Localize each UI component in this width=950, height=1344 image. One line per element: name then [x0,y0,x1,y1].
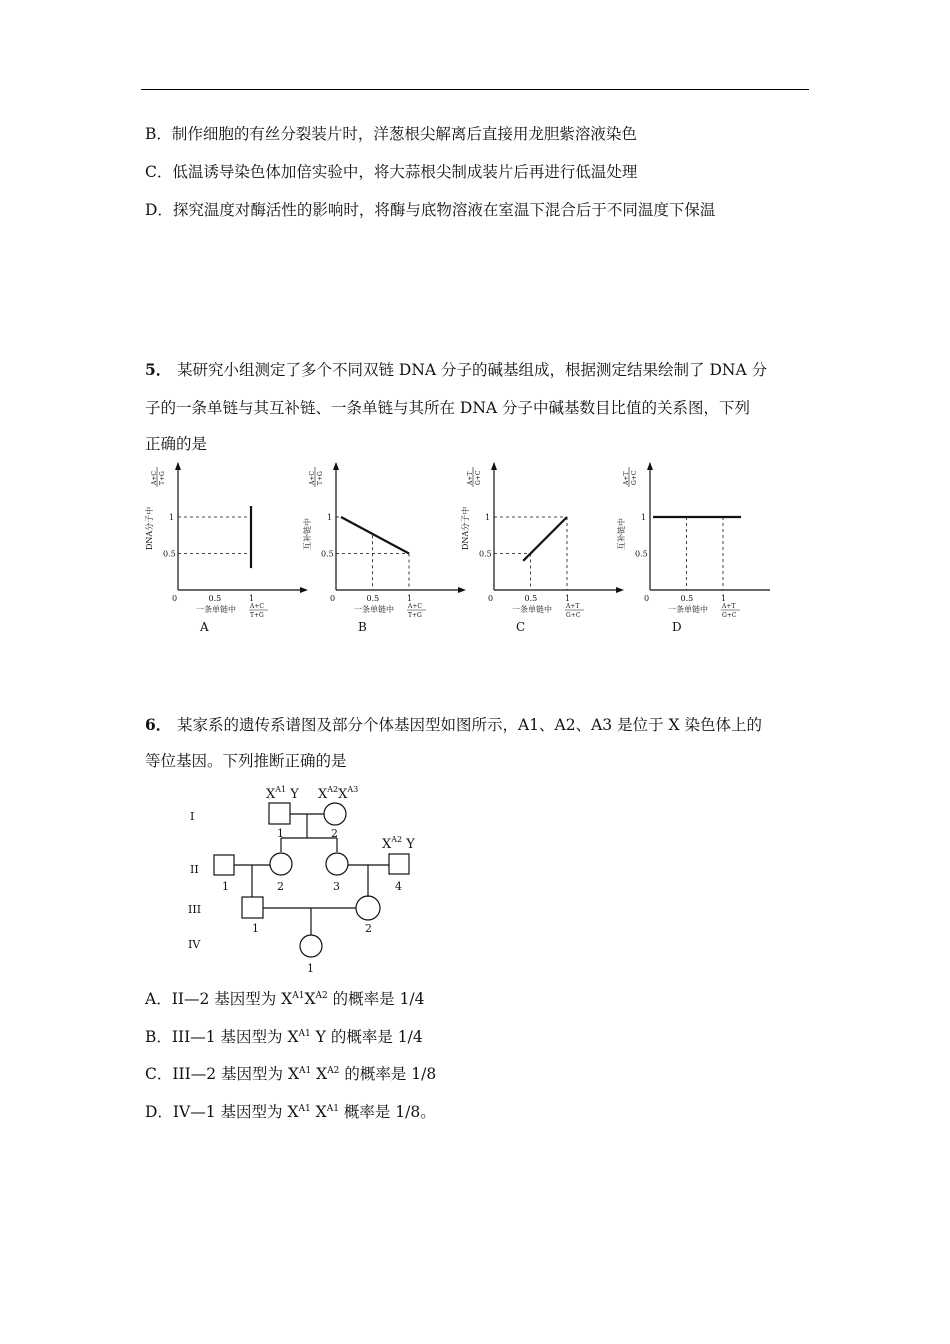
chart-a-x-arrow [300,587,308,593]
chart-d-xtick-0: 0 [644,594,650,603]
q6-option-a: A．II—2 基因型为 $X^{A1}X^{A2}$ 的概率是 1/4 [145,990,425,1008]
id-II3: 3 [333,880,340,893]
chart-c-yfrac-bot: G+C [475,470,482,485]
id-II1: 1 [222,880,229,893]
chart-b-ytick-05: 0.5 [321,549,334,559]
chart-b-series-line [341,517,409,554]
id-III2: 2 [365,922,372,935]
chart-c-xlabel: 一条单链中 [512,605,552,614]
q5-stem-text-1: 某研究小组测定了多个不同双链 DNA 分子的碱基组成，根据测定结果绘制了 DNA 分 [177,361,768,379]
gen-label-ii: II [190,863,199,876]
q6-number: 6． [145,715,172,734]
pedigree-I2-female [324,803,346,825]
q5-number: 5． [145,360,172,379]
chart-d-ylabel: 互补链中 [617,518,626,550]
chart-b-xfrac-bot: T+G [408,612,422,619]
chart-a-panel-label: A [200,620,209,634]
chart-b-xtick-0: 0 [330,594,336,603]
id-I2: 2 [331,827,338,840]
chart-c-xtick-1: 1 [565,594,571,603]
pedigree-II3-female [326,853,348,875]
chart-d-xtick-05: 0.5 [680,594,694,603]
chart-a-xtick-1: 1 [249,594,255,603]
chart-c-xfrac-bot: G+C [566,612,581,619]
chart-b-yfrac-bot: T+G [317,471,324,485]
chart-d-y-arrow [647,462,653,470]
chart-a-ylabel: DNA分子中 [145,506,154,550]
chart-b-xtick-1: 1 [407,594,413,603]
chart-c-yfrac-top: A+T [467,471,474,485]
chart-d-yfrac-top: A+T [623,471,630,485]
chart-a-xlabel: 一条单链中 [196,605,236,614]
pedigree-III1-male [242,897,263,918]
q6-stem-text-1: 某家系的遗传系谱图及部分个体基因型如图所示，A1、A2、A3 是位于 X 染色体上的 [177,716,762,734]
pedigree-II1-male [214,855,234,875]
chart-c-ytick-1: 1 [485,513,491,522]
q6-option-d: D．IV—1 基因型为 $X^{A1}$ $X^{A1}$ 概率是 1/8。 [145,1103,436,1121]
pedigree-II2-female [270,853,292,875]
chart-d-xfrac-bot: G+C [722,612,737,619]
chart-d-ytick-05: 0.5 [635,549,648,559]
q6-stem-line-2: 等位基因。下列推断正确的是 [145,752,347,770]
pedigree-III2-female [356,896,380,920]
genotype-II4: $X^{A2}$ Y [382,835,415,852]
prev-option-c: C．低温诱导染色体加倍实验中，将大蒜根尖制成装片后再进行低温处理 [145,163,638,181]
chart-c-x-arrow [616,587,624,593]
q6-option-b: B．III—1 基因型为 $X^{A1}$ Y 的概率是 1/4 [145,1028,423,1046]
q5-stem-line-3: 正确的是 [145,435,208,453]
chart-b-yfrac-top: A+C [309,471,316,485]
chart-b-ylabel: 互补链中 [303,518,312,550]
genotype-I2: $X^{A2}X^{A3}$ [318,785,359,802]
id-II2: 2 [277,880,284,893]
chart-a-xtick-05: 0.5 [208,594,222,603]
chart-c-panel-label: C [516,620,526,634]
gen-label-i: I [190,810,195,823]
q6-option-c: C．III—2 基因型为 $X^{A1}$ $X^{A2}$ 的概率是 1/8 [145,1065,437,1083]
chart-b-xfrac-top: A+C [408,603,422,610]
chart-c-xtick-05: 0.5 [524,594,538,603]
chart-a-ytick-1: 1 [169,513,175,522]
chart-d-panel-label: D [672,620,682,634]
chart-c-xtick-0: 0 [488,594,494,603]
gen-label-iii: III [188,903,202,916]
chart-b-y-arrow [333,462,339,470]
chart-b-xtick-05: 0.5 [366,594,380,603]
id-II4: 4 [395,880,402,893]
chart-c-xfrac-top: A+T [566,603,580,610]
id-III1: 1 [252,922,259,935]
pedigree-IV1-female [300,935,322,957]
chart-d-ytick-1: 1 [641,513,647,522]
chart-d-xtick-1: 1 [721,594,727,603]
chart-a-xfrac-top: A+C [250,603,264,610]
chart-a-y-arrow [175,462,181,470]
id-I1: 1 [277,827,284,840]
prev-option-d: D．探究温度对酶活性的影响时，将酶与底物溶液在室温下混合后于不同温度下保温 [145,201,716,219]
chart-b-ytick-1: 1 [327,513,333,522]
pedigree-II4-male [389,854,409,874]
chart-a-xtick-0: 0 [172,594,178,603]
prev-option-b: B．制作细胞的有丝分裂装片时，洋葱根尖解离后直接用龙胆紫溶液染色 [145,125,637,143]
header-rule [141,89,809,90]
pedigree-chart [180,780,430,980]
q5-stem-line-1 [145,360,767,380]
chart-d-yfrac-bot: G+C [631,470,638,485]
chart-d-xfrac-top: A+T [722,603,736,610]
chart-a-yfrac-top: A+C [151,471,158,485]
chart-b-x-arrow [458,587,466,593]
pedigree-I1-male [269,803,290,824]
id-IV1: 1 [307,962,314,975]
q5-charts [140,455,770,645]
q5-stem-line-2: 子的一条单链与其互补链、一条单链与其所在 DNA 分子中碱基数目比值的关系图，下列 [145,399,751,417]
chart-d-xlabel: 一条单链中 [668,605,708,614]
chart-a-ytick-05: 0.5 [163,549,176,559]
chart-a-yfrac-bot: T+G [159,471,166,485]
q6-stem-line-1 [145,715,762,735]
chart-c-series-line [523,517,567,561]
chart-c-ylabel: DNA分子中 [461,506,470,550]
genotype-I1: $X^{A1}$ Y [266,785,299,802]
chart-c-y-arrow [491,462,497,470]
chart-b-xlabel: 一条单链中 [354,605,394,614]
chart-a-xfrac-bot: T+G [250,612,264,619]
chart-c-ytick-05: 0.5 [479,549,492,559]
gen-label-iv: IV [188,938,201,951]
chart-b-panel-label: B [358,620,367,634]
